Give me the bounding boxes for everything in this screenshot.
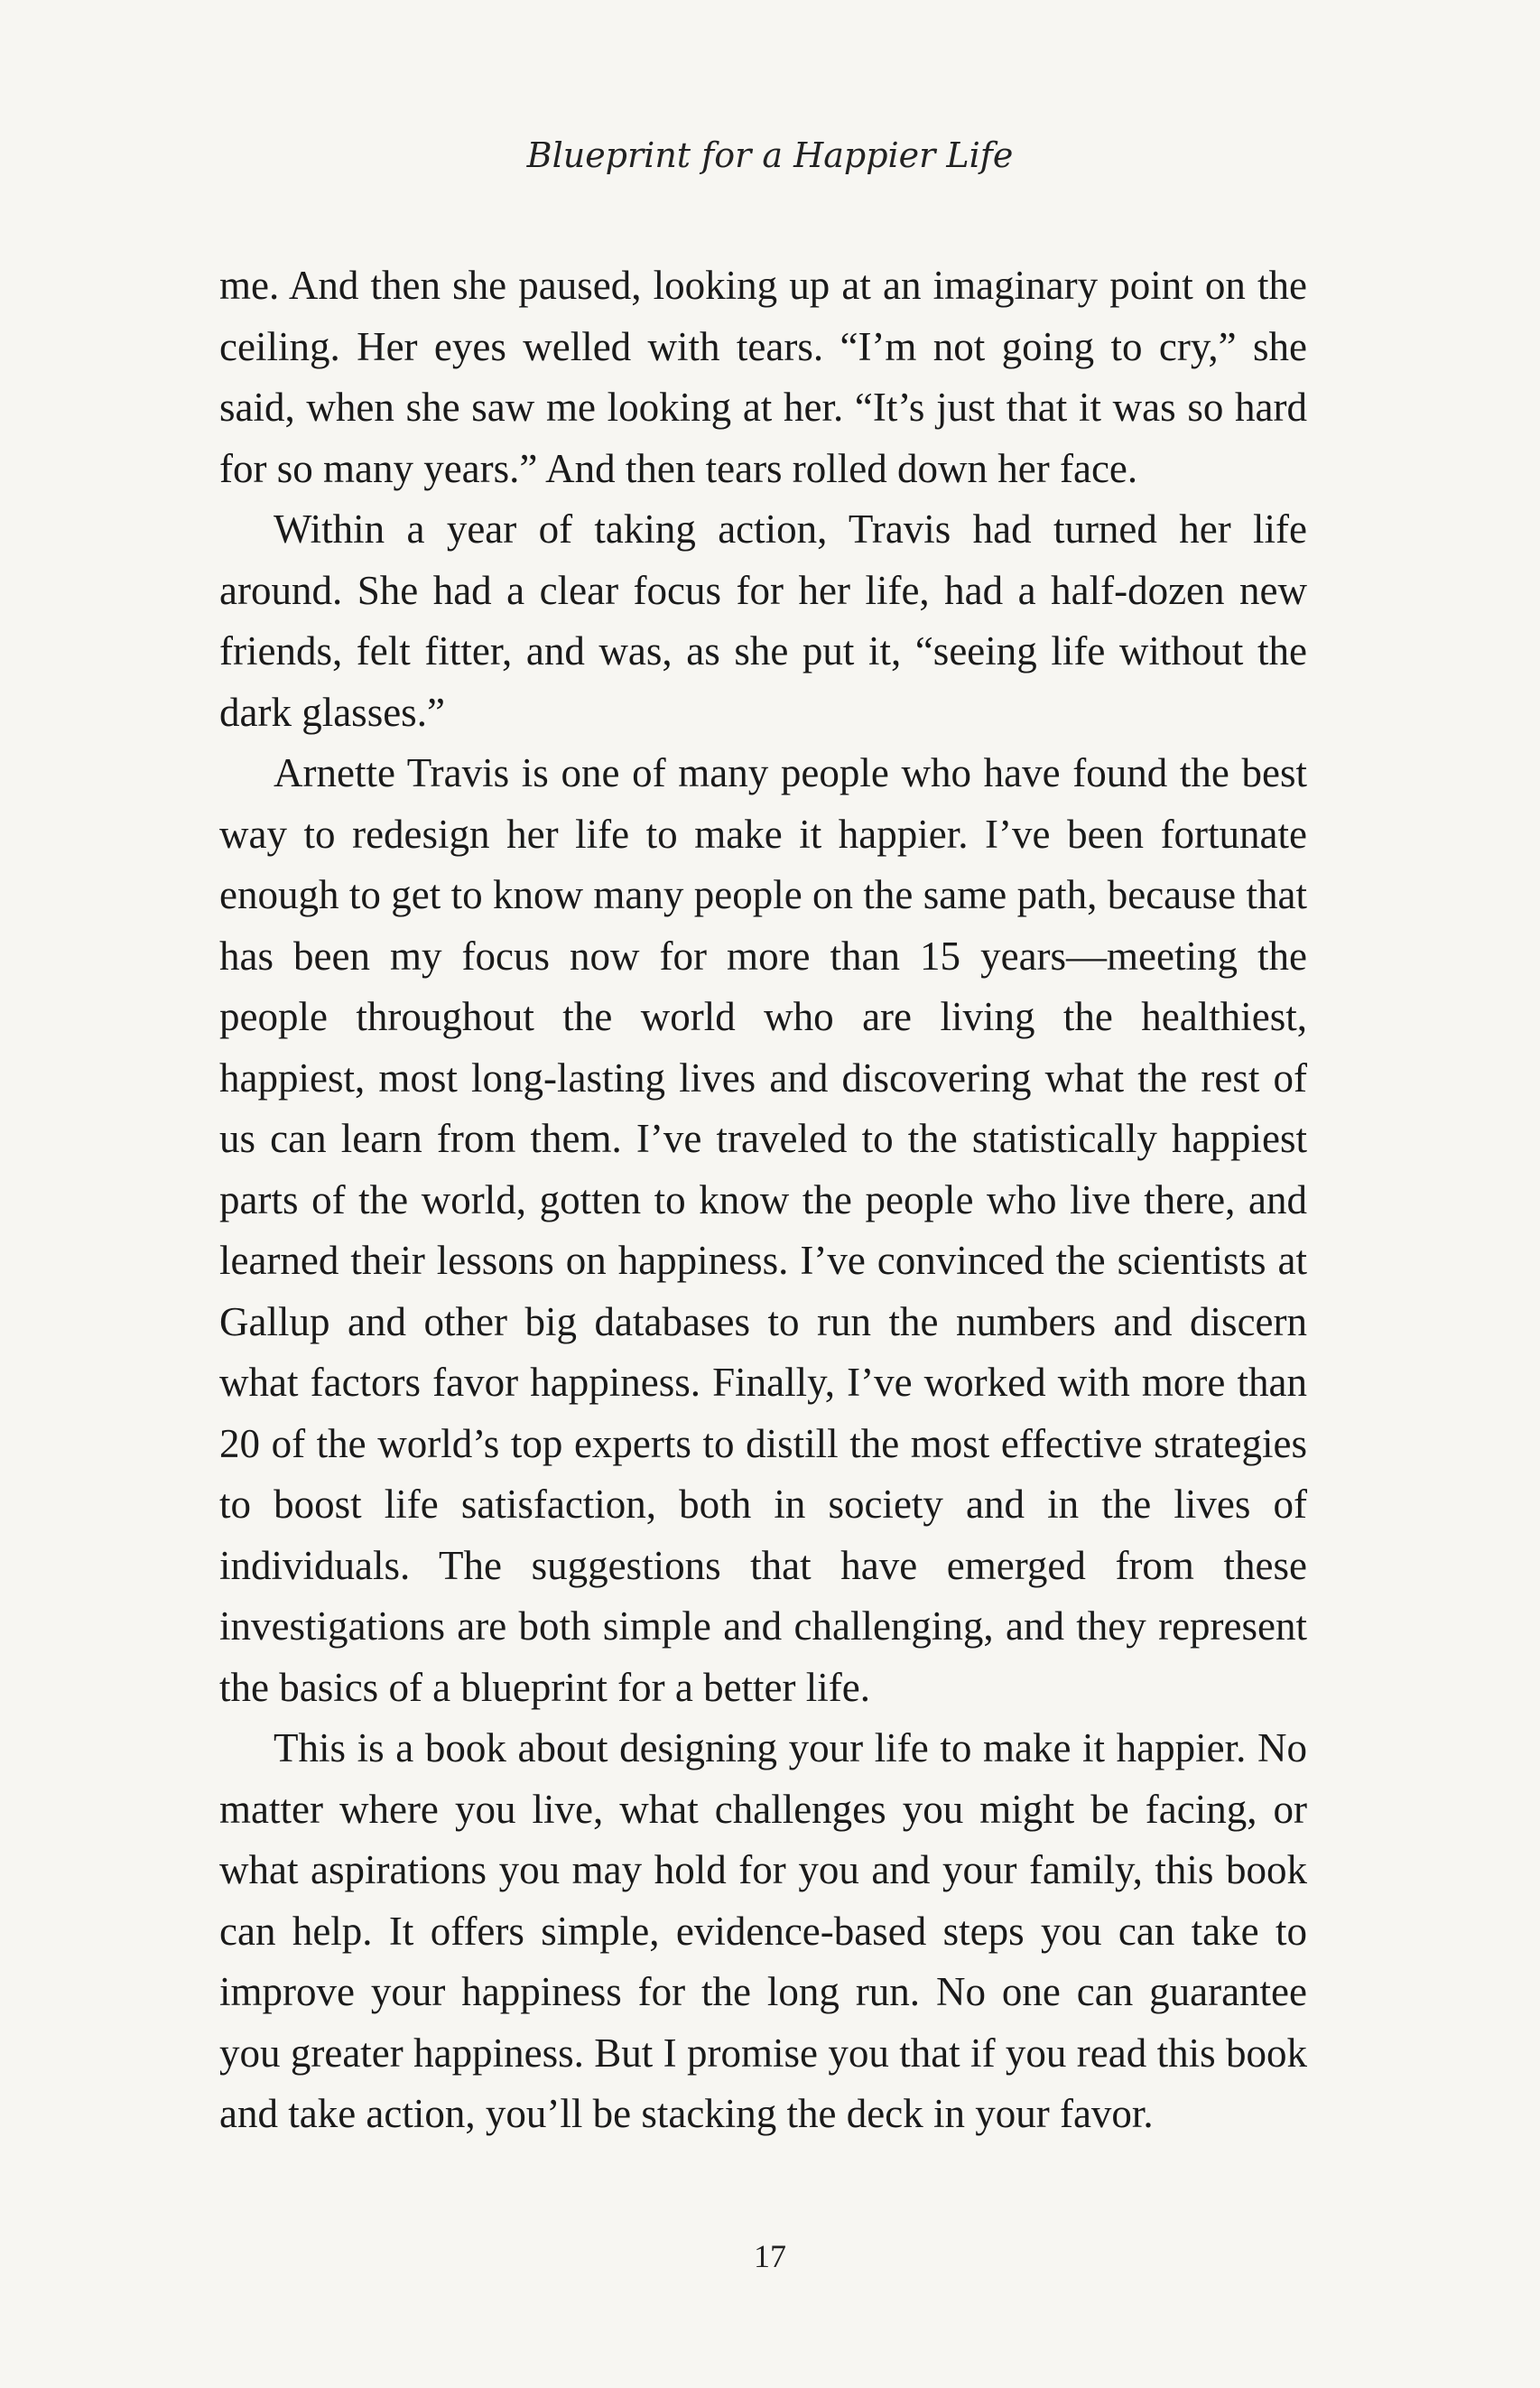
running-head: Blueprint for a Happier Life xyxy=(526,135,1014,175)
paragraph: Within a year of taking action, Travis had turned her life around. She had a clear focus for her life, had a half-dozen new friends, felt fitter, and was, as she put it, “seeing life without the dark glasses.” xyxy=(219,506,1307,735)
body-text xyxy=(219,256,1307,2145)
paragraph-continuation: me. And then she paused, looking up at an imaginary point on the ceiling. Her eyes welled with tears. “I’m not going to cry,” she said, when she saw me looking at her. “It’s just that it was so hard for so many years.” And then tears rolled down her face. xyxy=(219,263,1307,491)
paragraph: This is a book about designing your life to make it happier. No matter where you live, what challenges you might be facing, or what aspirations you may hold for you and your family, this book can help. It offers simple, evidence-based steps you can take to improve your happiness for the long run. No one can guarantee you greater happiness. But I promise you that if you read this book and take action, you’ll be stacking the deck in your favor. xyxy=(219,1725,1307,2136)
page-number: 17 xyxy=(754,2238,786,2274)
paragraph: Arnette Travis is one of many people who have found the best way to redesign her life to make it happier. I’ve been fortunate enough to get to know many people on the same path, because that has been my focus now for more than 15 years—meeting the people throughout the world who are living the healthiest, happiest, most long-lasting lives and discovering what the rest of us can learn from them. I’ve traveled to the statistically happiest parts of the world, gotten to know the people who live there, and learned their lessons on happiness. I’ve convinced the scientists at Gallup and other big databases to run the numbers and discern what factors favor happiness. Finally, I’ve worked with more than 20 of the world’s top experts to distill the most effective strategies to boost life satisfaction, both in society and in the lives of individuals. The suggestions that have emerged from these investigations are both simple and challenging, and they represent the basics of a blueprint for a better life. xyxy=(219,750,1307,1710)
